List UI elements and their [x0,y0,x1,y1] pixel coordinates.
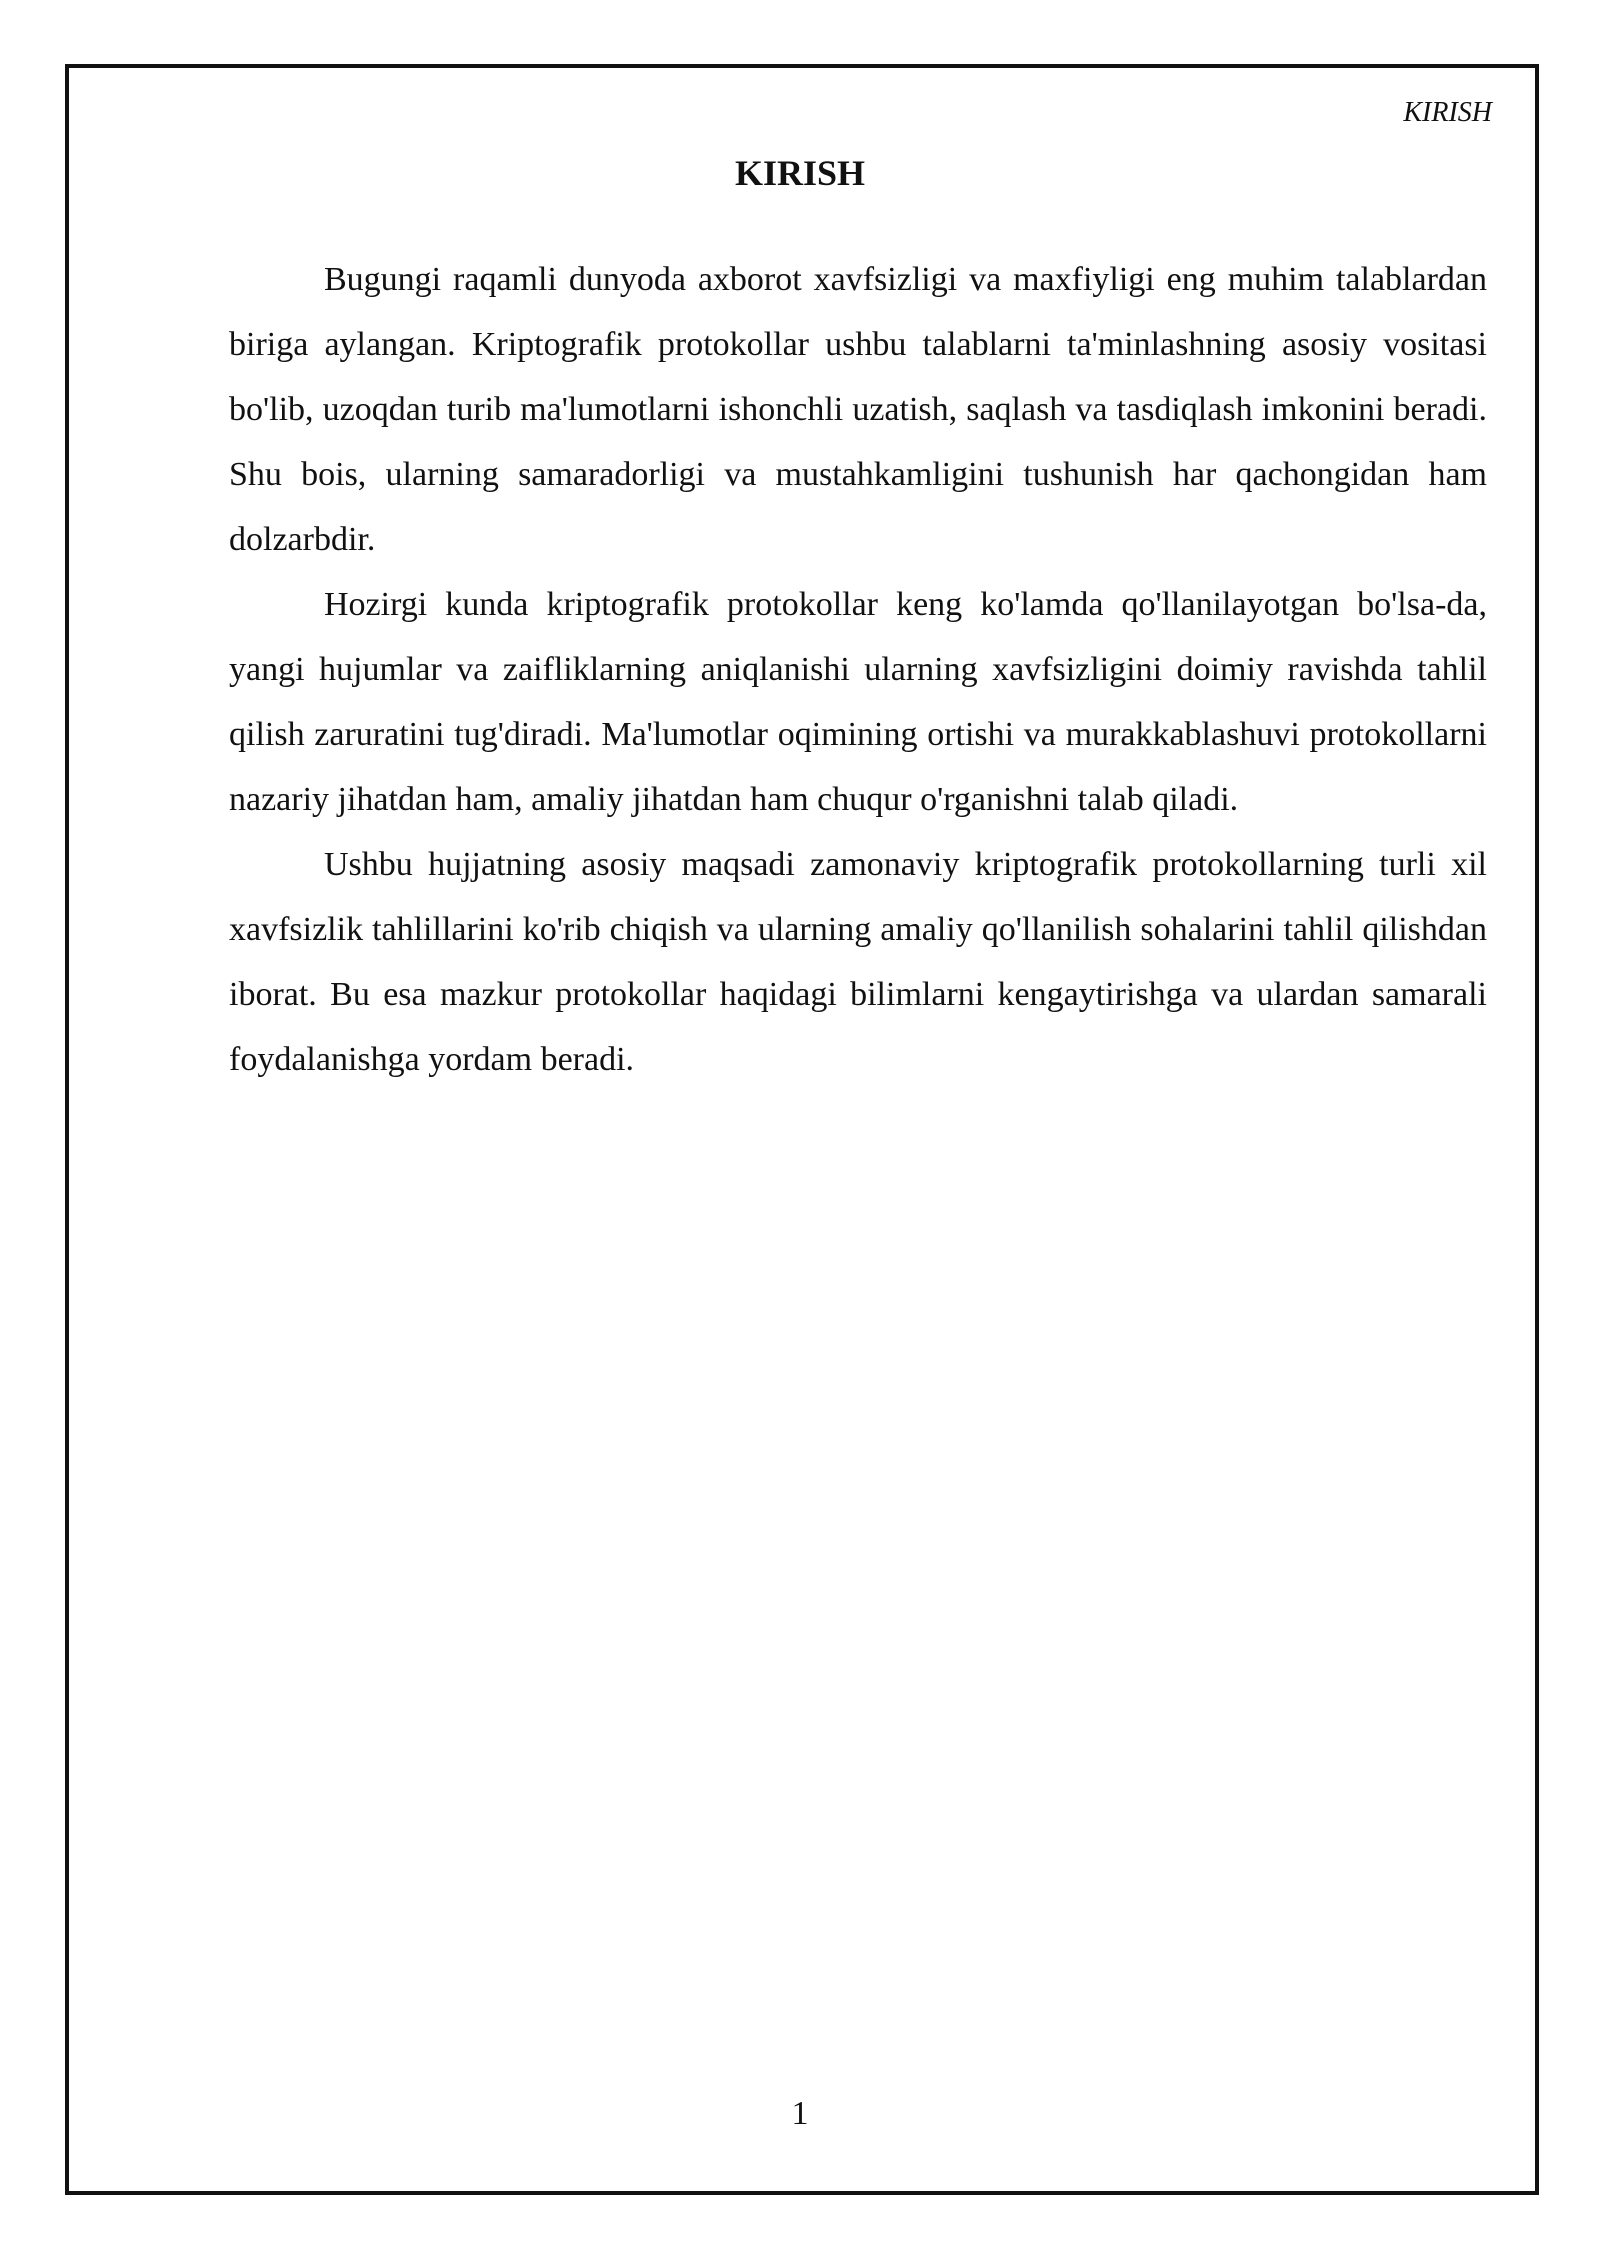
paragraph-1: Bugungi raqamli dunyoda axborot xavfsizligi va maxfiyligi eng muhim talablardan biriga aylangan. Kriptografik protokollar ushbu talablarni ta'minlashning asosiy vositasi bo'lib, uzoqdan turib ma'lumotlarni ishonchli uzatish, saqlash va tasdiqlash imkonini beradi. Shu bois, ularning samaradorligi va mustahkamligini tushunish har qachongidan ham dolzarbdir. [229,261,1487,558]
page-number: 1 [791,2095,809,2132]
page-title: KIRISH [734,153,866,193]
paragraph-3: Ushbu hujjatning asosiy maqsadi zamonaviy kriptografik protokollarning turli xil xavfsizlik tahlillarini ko'rib chiqish va ularning amaliy qo'llanilish sohalarini tahlil qilishdan iborat. Bu esa mazkur protokollar haqidagi bilimlarni kengaytirishga va ulardan samarali foydalanishga yordam beradi. [229,846,1487,1078]
paragraph-2: Hozirgi kunda kriptografik protokollar keng ko'lamda qo'llanilayotgan bo'lsa-da, yangi hujumlar va zaifliklarning aniqlanishi ularning xavfsizligini doimiy ravishda tahlil qilish zaruratini tug'diradi. Ma'lumotlar oqimining ortishi va murakkablashuvi protokollarni nazariy jihatdan ham, amaliy jihatdan ham chuqur o'rganishni talab qiladi. [229,586,1487,818]
document-body [229,247,1487,1092]
running-header: KIRISH [1403,97,1492,128]
